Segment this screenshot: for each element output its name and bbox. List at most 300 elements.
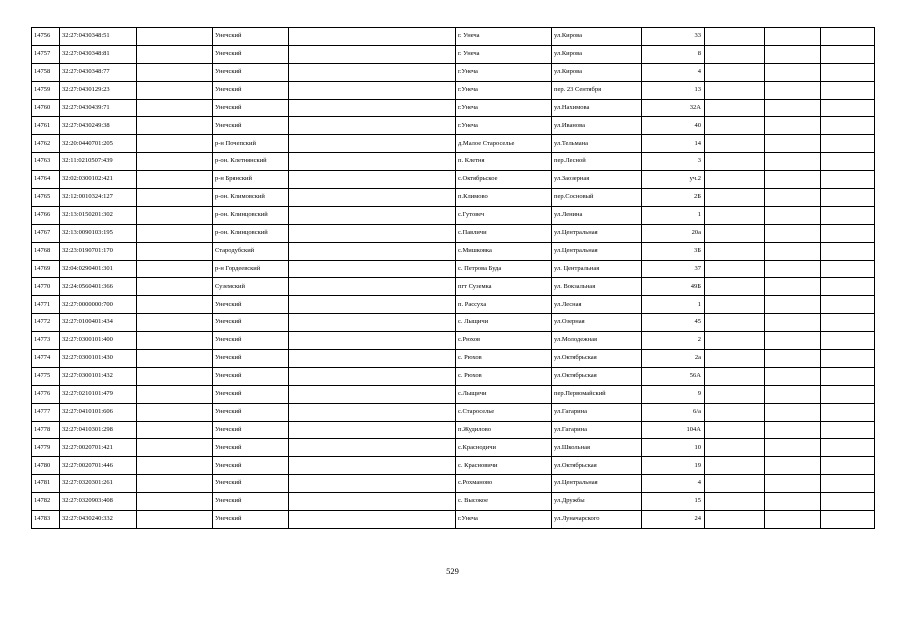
blank-cell-d (765, 135, 821, 153)
street-cell: пер.Лесной (552, 153, 642, 171)
row-number-cell: 14765 (32, 189, 60, 207)
cadastral-number-cell: 32:27:0020701:421 (60, 439, 137, 457)
street-cell: ул.Заозерная (552, 171, 642, 189)
house-number-cell: 14 (642, 135, 705, 153)
blank-cell-d (765, 457, 821, 475)
table-row (32, 171, 875, 189)
district-cell: Унечский (213, 439, 289, 457)
row-number-cell: 14764 (32, 171, 60, 189)
blank-cell-d (765, 45, 821, 63)
blank-cell-e (821, 367, 875, 385)
street-cell: ул.Центральная (552, 224, 642, 242)
house-number-cell: 2а (642, 350, 705, 368)
blank-cell-b (289, 63, 456, 81)
settlement-cell: с.Староселье (456, 403, 552, 421)
district-cell: Унечский (213, 99, 289, 117)
blank-cell-b (289, 153, 456, 171)
blank-cell-b (289, 99, 456, 117)
blank-cell-c (705, 242, 765, 260)
blank-cell-e (821, 439, 875, 457)
blank-cell-c (705, 63, 765, 81)
blank-cell-a (137, 189, 213, 207)
cadastral-number-cell: 32:12:0010324:127 (60, 189, 137, 207)
district-cell: Унечский (213, 367, 289, 385)
blank-cell-d (765, 421, 821, 439)
blank-cell-b (289, 206, 456, 224)
row-number-cell: 14771 (32, 296, 60, 314)
blank-cell-d (765, 511, 821, 529)
street-cell: ул.Центральная (552, 475, 642, 493)
blank-cell-d (765, 117, 821, 135)
house-number-cell: 45 (642, 314, 705, 332)
blank-cell-a (137, 475, 213, 493)
table-row (32, 475, 875, 493)
cadastral-number-cell: 32:27:0300101:400 (60, 332, 137, 350)
table-row (32, 314, 875, 332)
settlement-cell: с.Рохмановo (456, 475, 552, 493)
table-row (32, 278, 875, 296)
table-row (32, 28, 875, 46)
blank-cell-d (765, 260, 821, 278)
blank-cell-e (821, 189, 875, 207)
street-cell: ул.Октябрьская (552, 457, 642, 475)
row-number-cell: 14781 (32, 475, 60, 493)
blank-cell-b (289, 171, 456, 189)
settlement-cell: с.Краснодичи (456, 439, 552, 457)
blank-cell-a (137, 367, 213, 385)
row-number-cell: 14770 (32, 278, 60, 296)
table-row (32, 421, 875, 439)
table-row (32, 493, 875, 511)
district-cell: р-н Почепский (213, 135, 289, 153)
blank-cell-e (821, 63, 875, 81)
house-number-cell: 104А (642, 421, 705, 439)
blank-cell-e (821, 153, 875, 171)
row-number-cell: 14758 (32, 63, 60, 81)
cadastral-number-cell: 32:27:0300101:430 (60, 350, 137, 368)
street-cell: ул. Центральная (552, 260, 642, 278)
district-cell: Унечский (213, 314, 289, 332)
cadastral-number-cell: 32:27:0410301:298 (60, 421, 137, 439)
house-number-cell: 1 (642, 206, 705, 224)
blank-cell-c (705, 493, 765, 511)
blank-cell-b (289, 439, 456, 457)
settlement-cell: с. Рюхов (456, 367, 552, 385)
blank-cell-c (705, 260, 765, 278)
district-cell: р-он. Клетнянский (213, 153, 289, 171)
table-row (32, 45, 875, 63)
table-row (32, 350, 875, 368)
blank-cell-d (765, 63, 821, 81)
row-number-cell: 14761 (32, 117, 60, 135)
table-row (32, 63, 875, 81)
blank-cell-e (821, 99, 875, 117)
house-number-cell: уч.2 (642, 171, 705, 189)
register-table (31, 27, 875, 529)
street-cell: пер. 23 Сентября (552, 81, 642, 99)
blank-cell-c (705, 206, 765, 224)
settlement-cell: п. Клетня (456, 153, 552, 171)
house-number-cell: 19 (642, 457, 705, 475)
house-number-cell: 24 (642, 511, 705, 529)
blank-cell-c (705, 135, 765, 153)
district-cell: Унечский (213, 28, 289, 46)
district-cell: Стародубский (213, 242, 289, 260)
house-number-cell: 15 (642, 493, 705, 511)
blank-cell-a (137, 99, 213, 117)
blank-cell-c (705, 367, 765, 385)
blank-cell-e (821, 421, 875, 439)
page-number: 529 (446, 566, 459, 576)
settlement-cell: п. Рассуха (456, 296, 552, 314)
street-cell: ул.Иванова (552, 117, 642, 135)
row-number-cell: 14776 (32, 385, 60, 403)
table-row (32, 99, 875, 117)
blank-cell-c (705, 189, 765, 207)
row-number-cell: 14769 (32, 260, 60, 278)
blank-cell-a (137, 385, 213, 403)
blank-cell-c (705, 457, 765, 475)
blank-cell-b (289, 350, 456, 368)
blank-cell-c (705, 45, 765, 63)
blank-cell-a (137, 153, 213, 171)
blank-cell-b (289, 457, 456, 475)
row-number-cell: 14778 (32, 421, 60, 439)
house-number-cell: 33 (642, 28, 705, 46)
house-number-cell: 13 (642, 81, 705, 99)
district-cell: Унечский (213, 493, 289, 511)
cadastral-number-cell: 32:27:0210101:479 (60, 385, 137, 403)
cadastral-number-cell: 32:27:0020701:446 (60, 457, 137, 475)
row-number-cell: 14759 (32, 81, 60, 99)
cadastral-number-cell: 32:13:0090103:195 (60, 224, 137, 242)
blank-cell-a (137, 511, 213, 529)
blank-cell-b (289, 242, 456, 260)
blank-cell-e (821, 224, 875, 242)
blank-cell-b (289, 314, 456, 332)
blank-cell-e (821, 296, 875, 314)
district-cell: р-н Гордеевский (213, 260, 289, 278)
blank-cell-d (765, 439, 821, 457)
blank-cell-d (765, 367, 821, 385)
street-cell: ул.Кирова (552, 63, 642, 81)
street-cell: ул.Ленина (552, 206, 642, 224)
blank-cell-a (137, 224, 213, 242)
blank-cell-e (821, 81, 875, 99)
blank-cell-d (765, 278, 821, 296)
blank-cell-c (705, 278, 765, 296)
district-cell: Унечский (213, 475, 289, 493)
table-row (32, 242, 875, 260)
cadastral-number-cell: 32:27:0430348:81 (60, 45, 137, 63)
house-number-cell: 2Б (642, 189, 705, 207)
settlement-cell: с.Павличи (456, 224, 552, 242)
row-number-cell: 14773 (32, 332, 60, 350)
cadastral-number-cell: 32:04:0290401:301 (60, 260, 137, 278)
street-cell: ул.Тельмана (552, 135, 642, 153)
district-cell: Унечский (213, 45, 289, 63)
row-number-cell: 14777 (32, 403, 60, 421)
settlement-cell: с.Лыщичи (456, 385, 552, 403)
blank-cell-c (705, 153, 765, 171)
district-cell: Унечский (213, 457, 289, 475)
cadastral-number-cell: 32:20:0440701:205 (60, 135, 137, 153)
house-number-cell: 10 (642, 439, 705, 457)
cadastral-number-cell: 32:24:0560401:366 (60, 278, 137, 296)
settlement-cell: г. Унеча (456, 28, 552, 46)
blank-cell-b (289, 135, 456, 153)
register-table-container (31, 27, 874, 529)
row-number-cell: 14775 (32, 367, 60, 385)
street-cell: ул.Кирова (552, 45, 642, 63)
cadastral-number-cell: 32:11:0210507:439 (60, 153, 137, 171)
house-number-cell: 32А (642, 99, 705, 117)
settlement-cell: пгт Суземка (456, 278, 552, 296)
blank-cell-e (821, 403, 875, 421)
table-row (32, 189, 875, 207)
cadastral-number-cell: 32:27:0000000:700 (60, 296, 137, 314)
settlement-cell: с.Октябрьское (456, 171, 552, 189)
table-row (32, 224, 875, 242)
cadastral-number-cell: 32:27:0410101:606 (60, 403, 137, 421)
blank-cell-d (765, 153, 821, 171)
blank-cell-c (705, 350, 765, 368)
row-number-cell: 14772 (32, 314, 60, 332)
blank-cell-b (289, 403, 456, 421)
cadastral-number-cell: 32:13:0150201:302 (60, 206, 137, 224)
row-number-cell: 14756 (32, 28, 60, 46)
register-table-body (32, 28, 875, 529)
house-number-cell: 6/а (642, 403, 705, 421)
district-cell: Унечский (213, 385, 289, 403)
house-number-cell: 37 (642, 260, 705, 278)
blank-cell-e (821, 45, 875, 63)
blank-cell-b (289, 493, 456, 511)
row-number-cell: 14768 (32, 242, 60, 260)
row-number-cell: 14782 (32, 493, 60, 511)
blank-cell-c (705, 117, 765, 135)
blank-cell-c (705, 403, 765, 421)
blank-cell-e (821, 511, 875, 529)
row-number-cell: 14779 (32, 439, 60, 457)
street-cell: ул.Центральная (552, 242, 642, 260)
blank-cell-d (765, 28, 821, 46)
house-number-cell: 4 (642, 63, 705, 81)
blank-cell-a (137, 242, 213, 260)
blank-cell-e (821, 28, 875, 46)
blank-cell-a (137, 457, 213, 475)
settlement-cell: г.Унеча (456, 117, 552, 135)
district-cell: р-он. Клинцовский (213, 224, 289, 242)
settlement-cell: с.Мишковка (456, 242, 552, 260)
district-cell: р-он. Клинцовский (213, 206, 289, 224)
district-cell: Унечский (213, 332, 289, 350)
table-row (32, 81, 875, 99)
house-number-cell: 56А (642, 367, 705, 385)
blank-cell-c (705, 439, 765, 457)
district-cell: Унечский (213, 350, 289, 368)
blank-cell-c (705, 332, 765, 350)
blank-cell-e (821, 171, 875, 189)
cadastral-number-cell: 32:27:0100401:434 (60, 314, 137, 332)
house-number-cell: 4 (642, 475, 705, 493)
blank-cell-b (289, 189, 456, 207)
settlement-cell: п.Климово (456, 189, 552, 207)
street-cell: ул.Октябрьская (552, 350, 642, 368)
blank-cell-d (765, 189, 821, 207)
cadastral-number-cell: 32:02:0300102:421 (60, 171, 137, 189)
settlement-cell: г.Унеча (456, 99, 552, 117)
table-row (32, 457, 875, 475)
blank-cell-d (765, 99, 821, 117)
settlement-cell: п.Жудилово (456, 421, 552, 439)
blank-cell-c (705, 511, 765, 529)
street-cell: ул.Октябрьская (552, 367, 642, 385)
blank-cell-a (137, 314, 213, 332)
table-row (32, 153, 875, 171)
blank-cell-d (765, 296, 821, 314)
row-number-cell: 14774 (32, 350, 60, 368)
row-number-cell: 14783 (32, 511, 60, 529)
cadastral-number-cell: 32:27:0430348:77 (60, 63, 137, 81)
blank-cell-e (821, 475, 875, 493)
blank-cell-e (821, 350, 875, 368)
row-number-cell: 14767 (32, 224, 60, 242)
table-row (32, 511, 875, 529)
blank-cell-e (821, 332, 875, 350)
blank-cell-e (821, 206, 875, 224)
blank-cell-b (289, 117, 456, 135)
district-cell: Суземский (213, 278, 289, 296)
table-row (32, 439, 875, 457)
cadastral-number-cell: 32:27:0430129:23 (60, 81, 137, 99)
cadastral-number-cell: 32:27:0430439:71 (60, 99, 137, 117)
table-row (32, 135, 875, 153)
blank-cell-a (137, 260, 213, 278)
row-number-cell: 14760 (32, 99, 60, 117)
cadastral-number-cell: 32:27:0430348:51 (60, 28, 137, 46)
blank-cell-d (765, 403, 821, 421)
blank-cell-c (705, 296, 765, 314)
settlement-cell: с. Красновичи (456, 457, 552, 475)
blank-cell-a (137, 493, 213, 511)
house-number-cell: 3 (642, 153, 705, 171)
blank-cell-a (137, 403, 213, 421)
row-number-cell: 14780 (32, 457, 60, 475)
table-row (32, 296, 875, 314)
blank-cell-b (289, 332, 456, 350)
street-cell: ул.Лесная (552, 296, 642, 314)
blank-cell-d (765, 171, 821, 189)
district-cell: Унечский (213, 81, 289, 99)
blank-cell-b (289, 81, 456, 99)
house-number-cell: 8 (642, 45, 705, 63)
street-cell: ул.Школьная (552, 439, 642, 457)
blank-cell-e (821, 135, 875, 153)
street-cell: ул.Кирова (552, 28, 642, 46)
blank-cell-c (705, 81, 765, 99)
blank-cell-d (765, 206, 821, 224)
row-number-cell: 14757 (32, 45, 60, 63)
blank-cell-b (289, 296, 456, 314)
settlement-cell: с.Рюхов (456, 332, 552, 350)
table-row (32, 385, 875, 403)
blank-cell-c (705, 224, 765, 242)
house-number-cell: 9 (642, 385, 705, 403)
blank-cell-c (705, 385, 765, 403)
blank-cell-c (705, 99, 765, 117)
blank-cell-e (821, 242, 875, 260)
district-cell: Унечский (213, 63, 289, 81)
house-number-cell: 2 (642, 332, 705, 350)
blank-cell-e (821, 260, 875, 278)
settlement-cell: с. Рюхов (456, 350, 552, 368)
blank-cell-a (137, 278, 213, 296)
house-number-cell: 49Б (642, 278, 705, 296)
blank-cell-d (765, 350, 821, 368)
blank-cell-b (289, 385, 456, 403)
blank-cell-b (289, 367, 456, 385)
blank-cell-e (821, 493, 875, 511)
row-number-cell: 14762 (32, 135, 60, 153)
settlement-cell: д.Малое Староселье (456, 135, 552, 153)
blank-cell-a (137, 81, 213, 99)
blank-cell-d (765, 475, 821, 493)
blank-cell-a (137, 206, 213, 224)
house-number-cell: 40 (642, 117, 705, 135)
district-cell: Унечский (213, 117, 289, 135)
table-row (32, 206, 875, 224)
blank-cell-b (289, 475, 456, 493)
blank-cell-a (137, 350, 213, 368)
street-cell: ул.Дружбы (552, 493, 642, 511)
blank-cell-a (137, 421, 213, 439)
street-cell: ул.Гагарина (552, 421, 642, 439)
blank-cell-b (289, 45, 456, 63)
settlement-cell: г.Унеча (456, 511, 552, 529)
settlement-cell: г.Унеча (456, 81, 552, 99)
blank-cell-e (821, 385, 875, 403)
blank-cell-e (821, 278, 875, 296)
street-cell: ул.Луначарского (552, 511, 642, 529)
blank-cell-c (705, 475, 765, 493)
cadastral-number-cell: 32:23:0190701:170 (60, 242, 137, 260)
district-cell: Унечский (213, 403, 289, 421)
blank-cell-b (289, 511, 456, 529)
street-cell: ул.Гагарина (552, 403, 642, 421)
street-cell: пер.Сосновый (552, 189, 642, 207)
table-row (32, 117, 875, 135)
cadastral-number-cell: 32:27:0430249:38 (60, 117, 137, 135)
district-cell: Унечский (213, 511, 289, 529)
blank-cell-e (821, 457, 875, 475)
cadastral-number-cell: 32:27:0300101:432 (60, 367, 137, 385)
table-row (32, 403, 875, 421)
house-number-cell: 1 (642, 296, 705, 314)
blank-cell-a (137, 63, 213, 81)
settlement-cell: с. Петрова Буда (456, 260, 552, 278)
street-cell: ул.Нахимова (552, 99, 642, 117)
street-cell: ул.Молодежная (552, 332, 642, 350)
district-cell: р-он. Климовский (213, 189, 289, 207)
blank-cell-a (137, 117, 213, 135)
house-number-cell: 3Б (642, 242, 705, 260)
blank-cell-d (765, 493, 821, 511)
blank-cell-d (765, 81, 821, 99)
blank-cell-c (705, 28, 765, 46)
blank-cell-a (137, 28, 213, 46)
house-number-cell: 20а (642, 224, 705, 242)
